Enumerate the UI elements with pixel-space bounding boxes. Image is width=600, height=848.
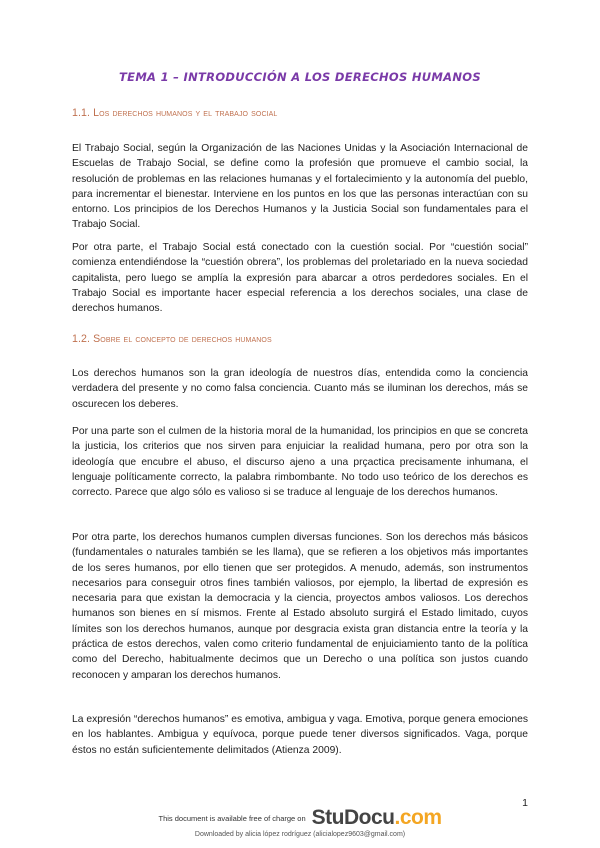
- logo-main: StuDocu: [311, 806, 395, 829]
- footer-notice: This document is available free of charge on: [158, 813, 306, 823]
- paragraph: El Trabajo Social, según la Organización de las Naciones Unidas y la Asociación Internacional de Escuelas de Trabajo Social, se define como la profesión que promueve el cambio social, la resolución de problemas en las relaciones humanas y el fortalecimiento y la autonomía del pueblo, para incrementar el bienestar. Interviene en los puntos en los que las personas interactúan con su entorno. Los principios de los Derechos Humanos y la Justicia Social son fundamentales para el Trabajo Social.: [72, 143, 528, 231]
- paragraph: Los derechos humanos son la gran ideología de nuestros días, entendida como la conciencia verdadera del presente y no como falsa conciencia. Cuanto más se iluminan los derechos, más se oscurecen los deberes.: [72, 368, 528, 410]
- paragraph: Por una parte son el culmen de la historia moral de la humanidad, los principios en que se concreta la justicia, los criterios que nos sirven para enjuiciar la realidad humana, pero por otra son la ideología que encubre el abuso, el discurso ajeno a una prçactica precisamente inhumana, el lenguaje políticamente correcto, la palabra rimbombante. No todo uso teórico de los derechos es correcto. Parece que algo sólo es valioso si se traduce al lenguaje de los derechos humanos.: [72, 426, 528, 499]
- page-title: TEMA 1 – INTRODUCCIÓN A LOS DERECHOS HUMANOS: [119, 70, 481, 84]
- page-number: 1: [522, 797, 528, 809]
- logo-suffix: .com: [394, 806, 442, 829]
- studocu-logo[interactable]: [312, 806, 442, 830]
- paragraph: La expresión “derechos humanos” es emotiva, ambigua y vaga. Emotiva, porque genera emociones en los hablantes. Ambigua y equívoca, porque puede tener diversos significados. Vaga, porque éstos no están suficientemente delimitados (Atienza 2009).: [72, 714, 528, 756]
- paragraph: Por otra parte, el Trabajo Social está conectado con la cuestión social. Por “cuestión social” comienza entendiéndose la “cuestión obrera”, los problemas del proletariado en la nueva sociedad capitalista, pero luego se amplía la expresión para abarcar a otros perdedores sociales. En el Trabajo Social es importante hacer especial referencia a los derechos sociales, una clase de derechos humanos.: [72, 242, 528, 315]
- section-heading-1-2: 1.2. Sobre el concepto de derechos humanos: [72, 333, 272, 345]
- section-heading-1-1: 1.1. Los derechos humanos y el trabajo social: [72, 107, 278, 119]
- download-info: Downloaded by alicia lópez rodríguez (alicialopez9603@gmail.com): [194, 831, 406, 838]
- paragraph: Por otra parte, los derechos humanos cumplen diversas funciones. Son los derechos más básicos (fundamentales o naturales también se les llama), que se refieren a los objetivos más importantes de los seres humanos, por ello tienen que ser protegidos. A menudo, además, son instrumentos necesarios para conseguir otros fines también valiosos, por ejemplo, la libertad de expresión es necesaria para que existan la democracia y la ciencia, proyectos ambos valiosos. Los derechos humanos son bienes en sí mismos. Frente al Estado absoluto surgirá el Estado limitado, cuyos límites son los derechos humanos, aunque por desgracia exista gran distancia entre la teoría y la práctica de estos derechos, valen como criterio fundamental de enjuiciamiento tanto de la política como del Derecho, habitualmente decimos que un Derecho o una política son justos cuando reconocen y amparan los derechos humanos.: [72, 532, 528, 681]
- footer-notice-row: [0, 806, 600, 830]
